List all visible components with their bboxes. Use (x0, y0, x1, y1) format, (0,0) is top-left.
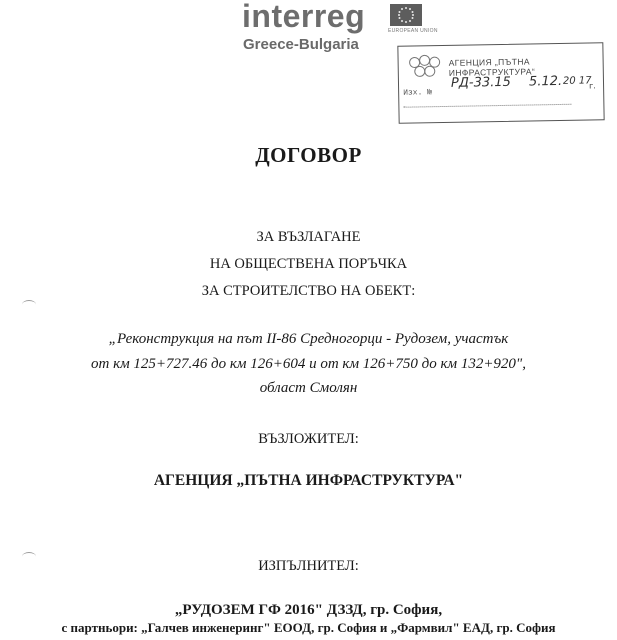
subtitle-line-3: ЗА СТРОИТЕЛСТВО НА ОБЕКТ: (201, 283, 416, 299)
contractor-label: ИЗПЪЛНИТЕЛ: (258, 558, 359, 574)
stamp-year-suffix: г. (588, 81, 596, 91)
assignor-label: ВЪЗЛОЖИТЕЛ: (258, 431, 359, 447)
agency-seal-icon (406, 52, 447, 83)
stamp-organization: АГЕНЦИЯ „ПЪТНА ИНФРАСТРУКТУРА“ (448, 56, 536, 78)
programme-name: Greece-Bulgaria (243, 36, 359, 53)
stamp-reg-number: РД-33.15 (450, 74, 512, 91)
eu-caption: EUROPEAN UNION (388, 28, 438, 34)
object-line-3: област Смолян (259, 380, 358, 396)
stamp-reg-prefix: Изх. № (403, 88, 433, 98)
scan-artifact (22, 300, 36, 309)
assignor-name: АГЕНЦИЯ „ПЪТНА ИНФРАСТРУКТУРА" (153, 472, 464, 489)
contractor-partners: с партньори: „Галчев инженеринг" ЕООД, гр. София и „Фармвил" ЕАД, гр. София (61, 620, 556, 635)
subtitle-line-2: НА ОБЩЕСТВЕНА ПОРЪЧКА (209, 256, 408, 272)
interreg-logo: interreg (242, 0, 366, 34)
stamp-year: 20 17 (562, 75, 592, 87)
eu-flag-icon (390, 4, 422, 26)
document-title: ДОГОВОР (255, 143, 362, 167)
registration-stamp (397, 42, 604, 124)
stamp-date: 5.12. (528, 73, 563, 90)
object-line-1: „Реконструкция на път II-86 Средногорци - Рудозем, участък (108, 331, 509, 347)
subtitle-line-1: ЗА ВЪЗЛАГАНЕ (256, 229, 361, 245)
contractor-name: „РУДОЗЕМ ГФ 2016" ДЗЗД, гр. София, (174, 602, 443, 618)
object-line-2: от км 125+727.46 до км 126+604 и от км 126+750 до км 132+920", (91, 356, 526, 372)
